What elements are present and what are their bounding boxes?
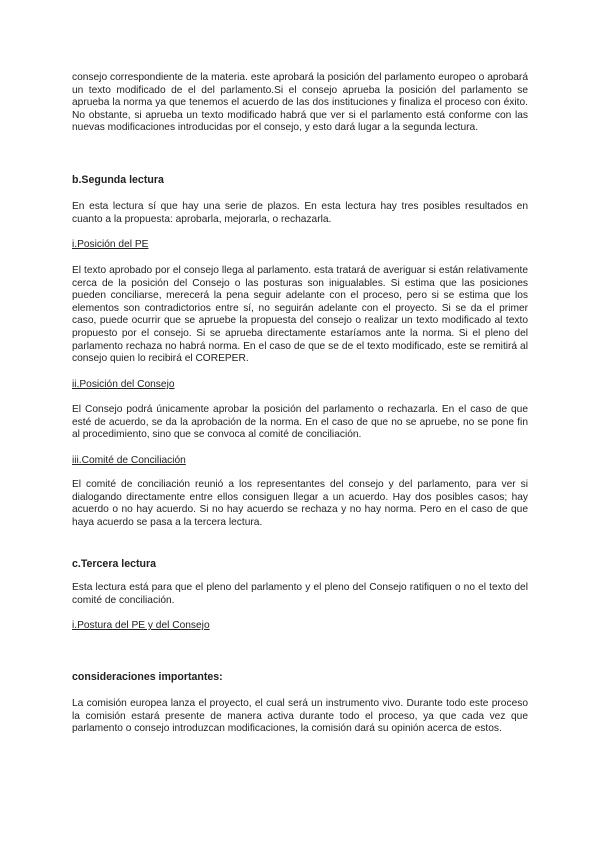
posicion-consejo-paragraph: El Consejo podrá únicamente aprobar la posición del parlamento o rechazarla. En el caso de que esté de acuerdo, se da la aprobación de la norma. En el caso de que no se apruebe, no se pone fin al procedimiento, sino que se convoca al comité de conciliación. xyxy=(72,404,528,441)
consideraciones-heading: consideraciones importantes: xyxy=(72,671,223,683)
tercera-lectura-paragraph: Esta lectura está para que el pleno del parlamento y el pleno del Consejo ratifiquen o no el texto del comité de conciliación. xyxy=(72,582,528,606)
segunda-lectura-heading: b.Segunda lectura xyxy=(72,174,164,186)
posicion-pe-paragraph: El texto aprobado por el consejo llega al parlamento. esta tratará de averiguar si están relativamente cerca de la posición del Consejo o las posturas son inigualables. Si estima que las posiciones pueden conciliarse, merecerá la pena seguir adelante con el proceso, pero si se estima que los elementos son contradictorios entre sí, no seguirán adelante con el proyecto. Si se da el primer caso, puede ocurrir que se apruebe la propuesta del consejo o realizar un texto modificado al texto propuesto por el consejo. Si se aprueba directamente estaríamos ante la norma. Si el pleno del parlamento rechaza no habrá norma. En el caso de que se de el texto modificado, este se remitirá al consejo quien lo recibirá el COREPER. xyxy=(72,265,528,365)
posicion-consejo-heading: ii.Posición del Consejo xyxy=(72,379,175,390)
consideraciones-paragraph: La comisión europea lanza el proyecto, el cual será un instrumento vivo. Durante todo este proceso la comisión estará presente de manera activa durante todo el proceso, ya que cada vez que parlamento o consejo introduzcan modificaciones, la comisión dará su opinión acerca de estos. xyxy=(72,698,528,735)
intro-paragraph: consejo correspondiente de la materia. este aprobará la posición del parlamento europeo o aprobará un texto modificado de el del parlamento.Si el consejo aprueba la posición del parlamento se aprueba la norma ya que tenemos el acuerdo de las dos instituciones y finaliza el proceso con éxito. No obstante, si aprueba un texto modificado habrá que ver si el parlamento está conforme con las nuevas modificaciones introducidas por el consejo, y esto dará lugar a la segunda lectura. xyxy=(72,72,528,134)
comite-conciliacion-heading: iii.Comité de Conciliación xyxy=(72,455,186,466)
comite-conciliacion-paragraph: El comité de conciliación reunió a los representantes del consejo y del parlamento, para ver si dialogando directamente entre ellos consiguen llegar a un acuerdo. Hay dos posibles casos; hay acuerdo o no hay acuerdo. Si no hay acuerdo se rechaza y no hay norma. Pero en el caso de que haya acuerdo se pasa a la tercera lectura. xyxy=(72,479,528,528)
tercera-lectura-heading: c.Tercera lectura xyxy=(72,558,157,570)
segunda-lectura-paragraph: En esta lectura sí que hay una serie de plazos. En esta lectura hay tres posibles resultados en cuanto a la propuesta: aprobarla, mejorarla, o rechazarla. xyxy=(72,201,528,225)
posicion-pe-heading: i.Posición del PE xyxy=(72,239,149,250)
postura-pe-consejo-heading: i.Postura del PE y del Consejo xyxy=(72,620,210,631)
